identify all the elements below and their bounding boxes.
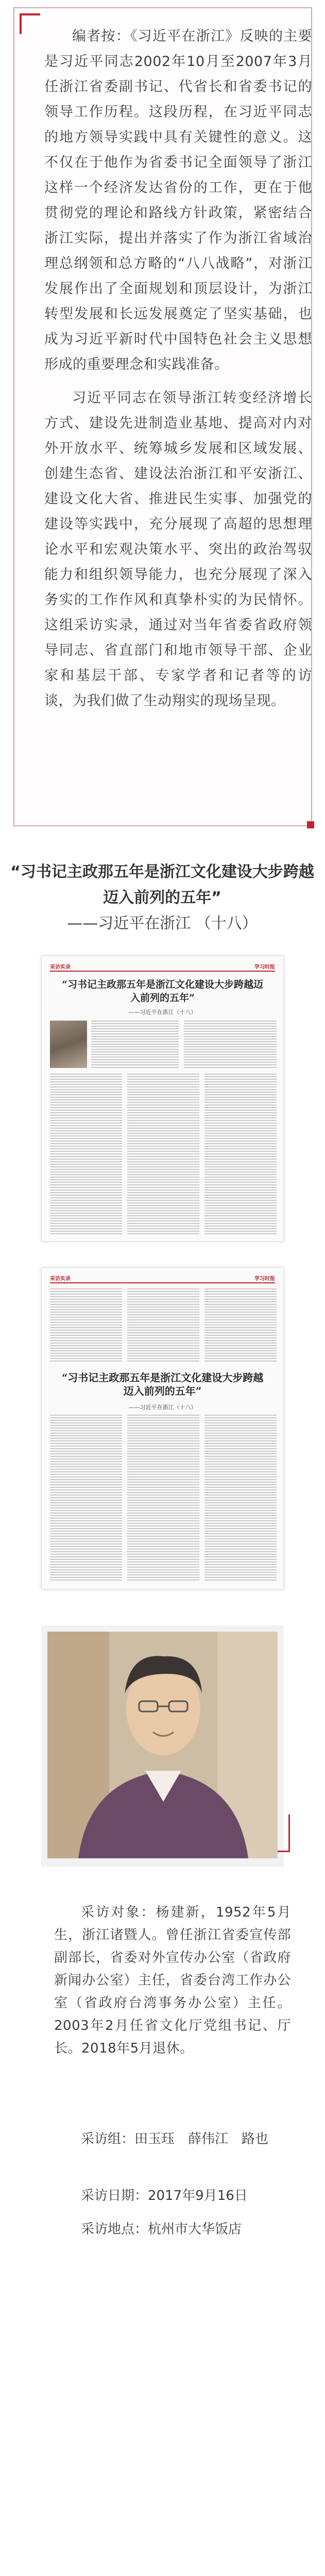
interview-place [54, 2218, 291, 2241]
interviewee-bio [54, 1901, 291, 2060]
text-column [127, 1415, 199, 1582]
newspaper-title: “习书记主政那五年是浙江文化建设大步跨越迈入前列的五年” [61, 1371, 264, 1397]
interview-date-text: 采访日期：2017年9月16日 [81, 2188, 248, 2204]
interviewee-photo [47, 1632, 278, 1858]
portrait-illustration [47, 1632, 278, 1858]
headline-title: “习书记主政那五年是浙江文化建设大步跨越迈入前列的五年” [10, 863, 314, 907]
text-column [50, 1074, 122, 1236]
interview-date [54, 2184, 291, 2207]
editor-note-paragraph: 习近平同志在领导浙江转变经济增长方式、建设先进制造业基地、提高对内对外开放水平、统筹城乡发展和区域发展、创建生态省、建设法治浙江和平安浙江、建设文化大省、推进民生实事、加强党的建设等实践中，充分展现了高超的思想理论水平和宏观决策水平、突出的政治驾驭能力和组织领导能力，也充分展现了深入务实的工作作风和真挚朴实的为民情怀。这组采访实录，通过对当年省委省政府领导同志、省直部门和地市领导干部、企业家和基层干部、专家学者和记者等的访谈，为我们做了生动翔实的现场呈现。 [44, 390, 312, 709]
interviewee-photo-frame [41, 1625, 284, 1867]
text-column [184, 1021, 277, 1070]
text-column [127, 1074, 199, 1236]
newspaper-header [50, 1273, 275, 1283]
editor-note-box [13, 7, 312, 826]
editor-note-text [44, 24, 312, 722]
newspaper-title: “习书记主政那五年是浙江文化建设大步跨越迈入前列的五年” [62, 979, 263, 1004]
text-column [204, 1289, 277, 1363]
text-column [50, 1415, 122, 1582]
interview-place-text: 采访地点：杭州市大华饭店 [81, 2222, 242, 2237]
newspaper-subtitle: ——习近平在浙江（十八） [128, 1404, 197, 1411]
newspaper-page-image [41, 956, 284, 1242]
interview-team-text: 采访组：田玉珏 薛伟江 路也 [81, 2131, 269, 2147]
newspaper-subtitle: ——习近平在浙江（十八） [128, 1009, 197, 1015]
newspaper-page-image [41, 1267, 284, 1589]
newspaper-portrait [50, 1021, 87, 1068]
text-column [127, 1289, 199, 1363]
interview-team [54, 2128, 291, 2150]
newspaper-section: 采访实录 [50, 964, 71, 970]
editor-note-paragraph: 编者按：《习近平在浙江》反映的主要是习近平同志2002年10月至2007年3月任浙江省委副书记、代省长和省委书记的领导工作历程。这段历程，在习近平同志的地方领导实践中具有关键性的意义。这不仅在于他作为省委书记全面领导了浙江这样一个经济发达省份的工作，更在于他贯彻党的理论和路线方针政策，紧密结合浙江实际，提出并落实了作为浙江省域治理总纲领和总方略的“八八战略”，对浙江发展作出了全面规划和顶层设计，为浙江转型发展和长远发展奠定了坚实基础，也成为习近平新时代中国特色社会主义思想形成的重要理念和实践准备。 [44, 28, 312, 372]
newspaper-brand: 学习时报 [254, 1276, 275, 1282]
text-column [91, 1021, 179, 1070]
newspaper-section: 采访实录 [50, 1276, 71, 1282]
newspaper-brand: 学习时报 [254, 964, 275, 970]
text-column [50, 1289, 122, 1363]
headline-subtitle: ——习近平在浙江 （十八） [67, 914, 258, 933]
text-column [204, 1074, 277, 1236]
bio-text: 采访对象：杨建新，1952年5月生，浙江诸暨人。曾任浙江省委宣传部副部长，省委对外宣传办公室（省政府新闻办公室）主任，省委台湾工作办公室（省政府台湾事务办公室）主任。2003年2月任省文化厅党组书记、厅长。2018年5月退休。 [54, 1905, 291, 2056]
newspaper-header [50, 961, 275, 972]
article-headline [10, 859, 314, 937]
corner-decoration [20, 13, 40, 34]
text-column [204, 1415, 277, 1582]
